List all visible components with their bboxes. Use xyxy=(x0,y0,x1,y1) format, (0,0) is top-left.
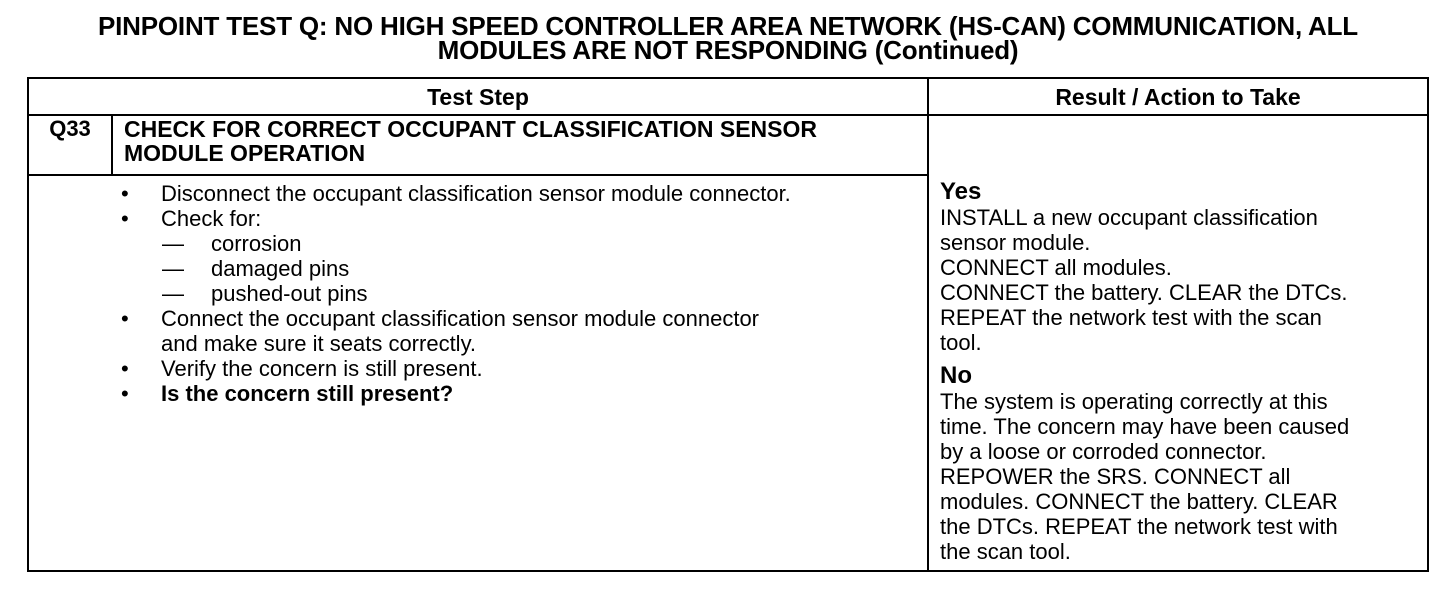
no-line: time. The concern may have been caused xyxy=(940,414,1350,439)
no-heading: No xyxy=(940,362,972,389)
bullet: • xyxy=(121,306,129,331)
no-line: REPOWER the SRS. CONNECT all xyxy=(940,464,1291,489)
item-text: Verify the concern is still present. xyxy=(161,356,483,381)
result-column xyxy=(940,179,1428,564)
question-text: Is the concern still present? xyxy=(161,381,454,406)
item-text: Disconnect the occupant classification sensor module connector. xyxy=(161,181,791,206)
item-text: corrosion xyxy=(211,231,302,256)
title-line-2: MODULES ARE NOT RESPONDING (Continued) xyxy=(437,35,1019,65)
dash: — xyxy=(162,231,184,256)
step-title-divider xyxy=(29,174,927,176)
test-step-header: Test Step xyxy=(427,84,529,110)
yes-line: tool. xyxy=(940,330,982,355)
step-number: Q33 xyxy=(49,116,91,141)
yes-line: sensor module. xyxy=(940,230,1091,255)
list-subitem xyxy=(29,281,919,306)
yes-line: REPEAT the network test with the scan xyxy=(940,305,1322,330)
list-item xyxy=(29,381,919,406)
item-text: pushed-out pins xyxy=(211,281,368,306)
item-text: and make sure it seats correctly. xyxy=(161,331,477,356)
yes-heading: Yes xyxy=(940,178,982,205)
list-subitem xyxy=(29,256,919,281)
list-item xyxy=(29,356,919,381)
column-divider xyxy=(927,79,929,570)
item-text: Check for: xyxy=(161,206,262,231)
no-line: modules. CONNECT the battery. CLEAR xyxy=(940,489,1338,514)
yes-line: CONNECT all modules. xyxy=(940,255,1172,280)
step-title-line-1: CHECK FOR CORRECT OCCUPANT CLASSIFICATION SENSOR xyxy=(124,116,817,142)
bullet: • xyxy=(121,206,129,231)
dash: — xyxy=(162,281,184,306)
item-text: Connect the occupant classification sensor module connector xyxy=(161,306,760,331)
step-title xyxy=(124,117,924,165)
result-header: Result / Action to Take xyxy=(1055,84,1301,110)
yes-line: INSTALL a new occupant classification xyxy=(940,205,1318,230)
no-line: by a loose or corroded connector. xyxy=(940,439,1267,464)
list-item xyxy=(29,206,919,231)
item-text: damaged pins xyxy=(211,256,350,281)
no-line: The system is operating correctly at this xyxy=(940,389,1328,414)
list-item-continuation xyxy=(29,331,919,356)
yes-line: CONNECT the battery. CLEAR the DTCs. xyxy=(940,280,1348,305)
list-item xyxy=(29,306,919,331)
bullet: • xyxy=(121,356,129,381)
pinpoint-test-table xyxy=(27,77,1429,572)
no-line: the scan tool. xyxy=(940,539,1071,564)
step-title-line-2: MODULE OPERATION xyxy=(124,140,366,166)
spacer xyxy=(940,355,1428,363)
title-line-1: PINPOINT TEST Q: NO HIGH SPEED CONTROLLER AREA NETWORK (HS-CAN) COMMUNICATION, ALL xyxy=(98,11,1358,41)
list-subitem xyxy=(29,231,919,256)
bullet: • xyxy=(121,181,129,206)
bullet: • xyxy=(121,381,129,406)
list-item xyxy=(29,181,919,206)
no-line: the DTCs. REPEAT the network test with xyxy=(940,514,1338,539)
step-instructions xyxy=(29,181,919,406)
step-number-divider xyxy=(111,116,113,174)
dash: — xyxy=(162,256,184,281)
page-title xyxy=(0,11,1456,65)
